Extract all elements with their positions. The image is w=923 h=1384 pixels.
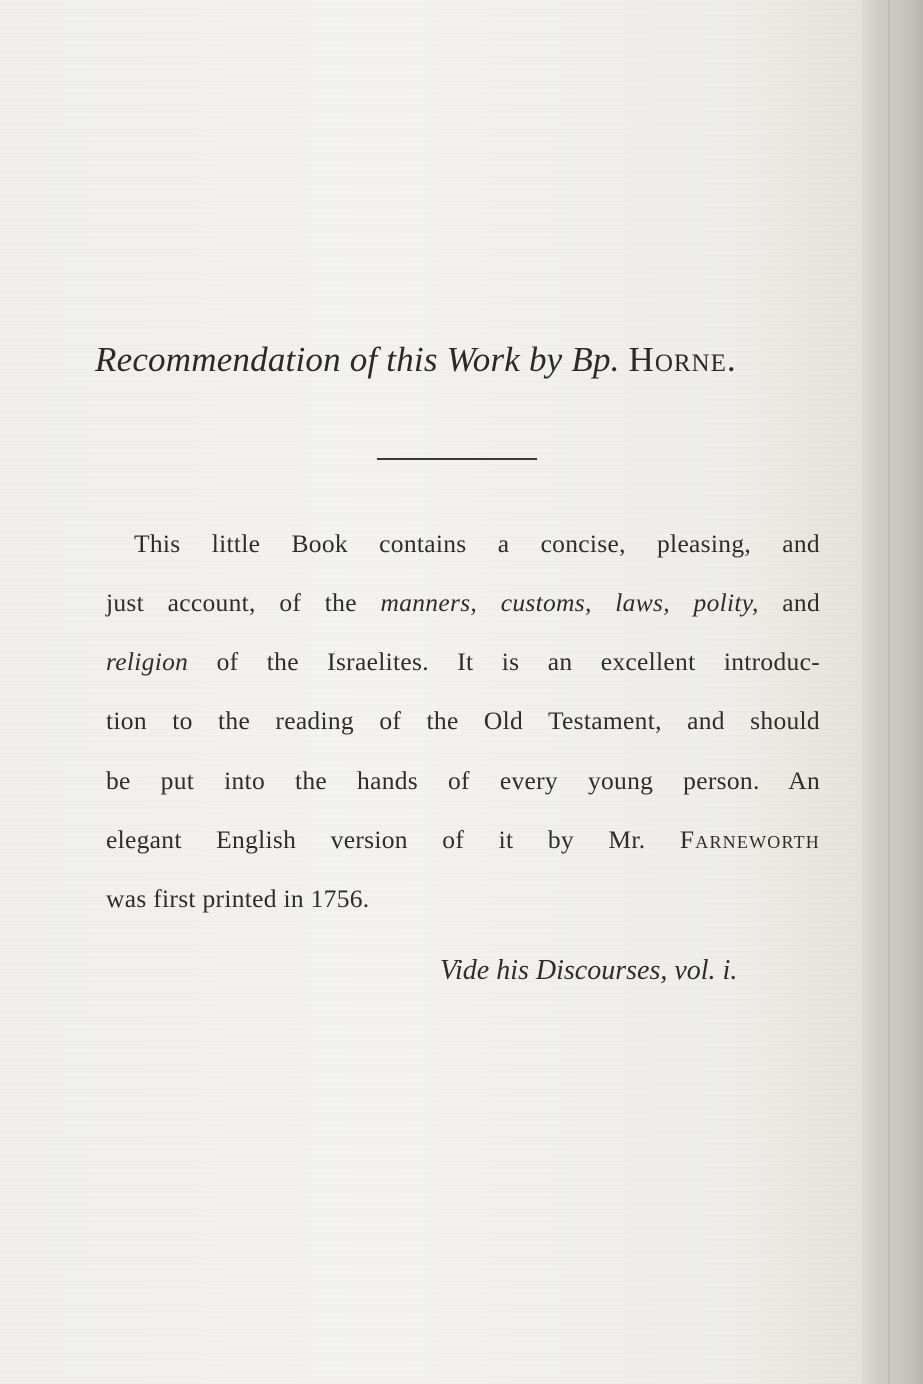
adjacent-page-edge bbox=[862, 0, 923, 1384]
paragraph-line-6 bbox=[106, 825, 820, 855]
line-6-text-a: elegant English version of it by Mr. bbox=[106, 825, 646, 854]
paragraph-line-2 bbox=[106, 588, 820, 618]
heading-author-name: Horne. bbox=[628, 340, 737, 379]
paragraph-line-1: This little Book contains a concise, pleasing, and bbox=[134, 529, 820, 558]
paragraph-line-7: was first printed in 1756. bbox=[106, 884, 370, 913]
line-3-text-b: of the Israelites. It is an excellent introduc- bbox=[216, 647, 820, 676]
line-3-italic-term: religion bbox=[106, 647, 189, 676]
paragraph-line-4: tion to the reading of the Old Testament, and should bbox=[106, 706, 820, 735]
line-2-text-c: and bbox=[782, 588, 820, 617]
page-edge-shadow-line bbox=[888, 0, 890, 1384]
translator-name: Farneworth bbox=[679, 825, 820, 854]
source-citation: Vide his Discourses, vol. i. bbox=[440, 955, 738, 986]
page-heading bbox=[95, 340, 835, 380]
line-2-italic-terms: manners, customs, laws, polity, bbox=[380, 588, 759, 617]
line-2-text-a: just account, of the bbox=[106, 588, 357, 617]
paragraph-line-5: be put into the hands of every young person. An bbox=[106, 766, 820, 795]
heading-prefix: Recommendation of this Work by Bp. bbox=[95, 340, 620, 379]
horizontal-rule bbox=[377, 458, 537, 460]
paragraph-line-3 bbox=[106, 647, 820, 677]
